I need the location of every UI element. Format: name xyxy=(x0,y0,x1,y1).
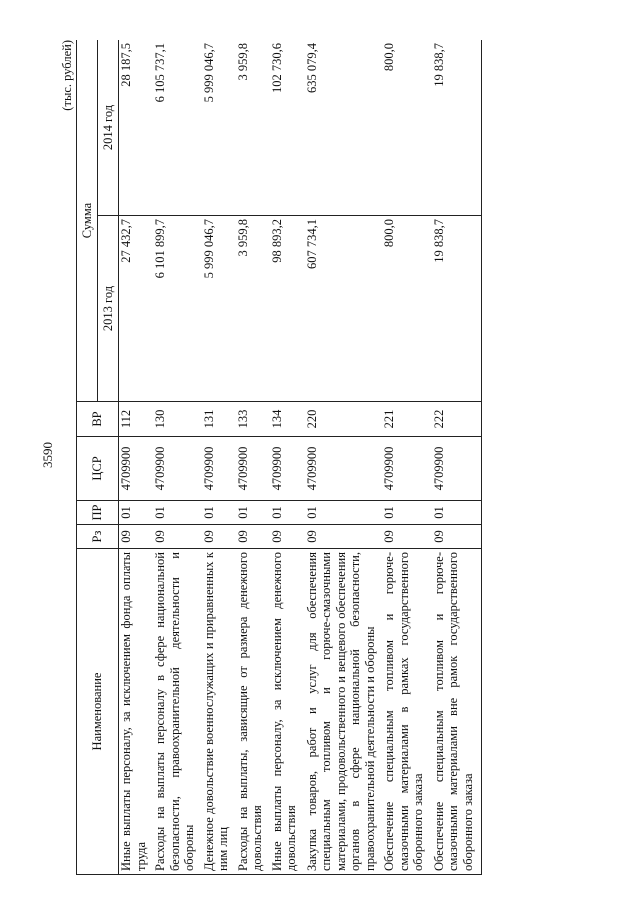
header-vr: ВР xyxy=(77,402,119,437)
budget-table xyxy=(76,40,482,875)
row-pr: 01 xyxy=(119,501,154,525)
header-sum: Сумма xyxy=(77,40,98,402)
row-csr: 4709900 xyxy=(153,437,202,501)
header-name: Наименование xyxy=(77,549,119,875)
row-name: Иные выплаты персоналу, за исключением денежного довольствия xyxy=(270,549,305,875)
row-name: Иные выплаты персоналу, за исключением фонда оплаты труда xyxy=(119,549,154,875)
row-pr: 01 xyxy=(236,501,270,525)
document-sheet xyxy=(58,40,588,875)
row-csr: 4709900 xyxy=(236,437,270,501)
header-year-2013: 2013 год xyxy=(98,216,119,402)
row-vr: 131 xyxy=(202,402,236,437)
row-amount-2013: 19 838,7 xyxy=(432,216,482,402)
row-amount-2014: 28 187,5 xyxy=(119,40,154,216)
table-row xyxy=(432,40,482,875)
table-row xyxy=(153,40,202,875)
row-pr: 01 xyxy=(432,501,482,525)
table-body xyxy=(119,40,482,875)
row-csr: 4709900 xyxy=(202,437,236,501)
row-rz: 09 xyxy=(119,525,154,549)
row-amount-2014: 19 838,7 xyxy=(432,40,482,216)
row-rz: 09 xyxy=(202,525,236,549)
header-year-2014: 2014 год xyxy=(98,40,119,216)
row-rz: 09 xyxy=(382,525,432,549)
row-csr: 4709900 xyxy=(382,437,432,501)
row-amount-2013: 5 999 046,7 xyxy=(202,216,236,402)
row-amount-2014: 5 999 046,7 xyxy=(202,40,236,216)
table-row xyxy=(270,40,305,875)
row-amount-2014: 3 959,8 xyxy=(236,40,270,216)
table-row xyxy=(119,40,154,875)
row-pr: 01 xyxy=(202,501,236,525)
row-pr: 01 xyxy=(305,501,383,525)
row-vr: 133 xyxy=(236,402,270,437)
row-vr: 134 xyxy=(270,402,305,437)
row-amount-2014: 635 079,4 xyxy=(305,40,383,216)
row-csr: 4709900 xyxy=(305,437,383,501)
table-row xyxy=(236,40,270,875)
row-name: Расходы на выплаты персоналу в сфере национальной безопасности, правоохранительной деятельности и обороны xyxy=(153,549,202,875)
row-amount-2013: 3 959,8 xyxy=(236,216,270,402)
row-name: Обеспечение специальным топливом и горюче-смазочными материалами вне рамок государственного оборонного заказа xyxy=(432,549,482,875)
row-amount-2013: 800,0 xyxy=(382,216,432,402)
row-amount-2014: 6 105 737,1 xyxy=(153,40,202,216)
header-csr: ЦСР xyxy=(77,437,119,501)
row-rz: 09 xyxy=(270,525,305,549)
table-row xyxy=(202,40,236,875)
row-csr: 4709900 xyxy=(270,437,305,501)
row-amount-2014: 800,0 xyxy=(382,40,432,216)
row-name: Расходы на выплаты, зависящие от размера денежного довольствия xyxy=(236,549,270,875)
units-note: (тыс. рублей) xyxy=(60,40,74,111)
table-row xyxy=(305,40,383,875)
header-rz: Рз xyxy=(77,525,119,549)
row-csr: 4709900 xyxy=(119,437,154,501)
row-pr: 01 xyxy=(153,501,202,525)
row-rz: 09 xyxy=(432,525,482,549)
row-rz: 09 xyxy=(305,525,383,549)
row-name: Закупка товаров, работ и услуг для обеспечения специальным топливом и горюче-смазочными материалами, продовольственного и вещевого обеспечения органов в сфере национальной безопасности, правоохранительной деятельности и обороны xyxy=(305,549,383,875)
row-amount-2013: 27 432,7 xyxy=(119,216,154,402)
row-vr: 112 xyxy=(119,402,154,437)
row-pr: 01 xyxy=(270,501,305,525)
row-amount-2013: 98 893,2 xyxy=(270,216,305,402)
row-amount-2013: 607 734,1 xyxy=(305,216,383,402)
header-pr: ПР xyxy=(77,501,119,525)
rotated-table-area xyxy=(58,40,588,875)
row-vr: 130 xyxy=(153,402,202,437)
row-name: Обеспечение специальным топливом и горюче-смазочными материалами в рамках государственного оборонного заказа xyxy=(382,549,432,875)
page-number: 3590 xyxy=(40,442,55,468)
row-amount-2013: 6 101 899,7 xyxy=(153,216,202,402)
table-row xyxy=(382,40,432,875)
row-pr: 01 xyxy=(382,501,432,525)
row-vr: 221 xyxy=(382,402,432,437)
row-name: Денежное довольствие военнослужащих и приравненных к ним лиц xyxy=(202,549,236,875)
row-rz: 09 xyxy=(236,525,270,549)
row-csr: 4709900 xyxy=(432,437,482,501)
row-vr: 220 xyxy=(305,402,383,437)
row-rz: 09 xyxy=(153,525,202,549)
row-vr: 222 xyxy=(432,402,482,437)
row-amount-2014: 102 730,6 xyxy=(270,40,305,216)
